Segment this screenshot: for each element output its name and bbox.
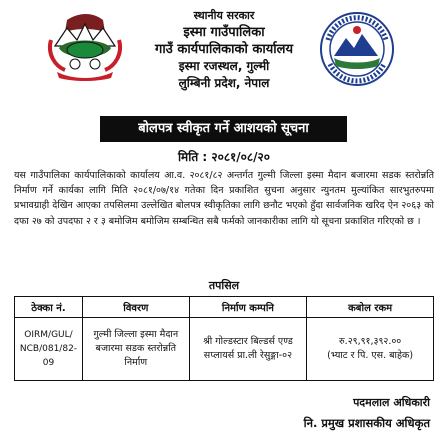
amount-value: रु.२९,९१,३९२.००	[339, 336, 402, 347]
column-header-description: विवरण	[82, 297, 189, 318]
signatory-designation: नि. प्रमुख प्रशासकीय अधिकृत	[303, 416, 430, 430]
bid-details-table	[14, 296, 434, 381]
header-line-municipality: इस्मा गाउँपालिका	[183, 25, 265, 40]
column-header-company: निर्माण कम्पनि	[189, 297, 307, 318]
table-row	[15, 318, 434, 381]
notice-date: मिति : २०८१/०८/२०	[177, 150, 271, 164]
table-header-row	[15, 297, 434, 318]
cell-amount	[307, 318, 434, 381]
cell-company: श्री गोल्डस्टार बिल्डर्स एण्ड सप्लायर्स प्रा.ली रेसुङ्गा-०२	[189, 318, 307, 381]
office-header	[0, 7, 448, 92]
notice-body: यस गाउँपालिका कार्यपालिकाको कार्यालय आ.व. २०८१/८२ अन्तर्गत गुल्मी जिल्ला इस्मा मैदान बजारमा सडक स्तरोन्नति निर्माण गर्ने कार्यका लागि मिति २०८१/०७/१४ गतेका दिन प्रकाशित सुचना अनुसार न्युनतम मुल्यांकित सारभुतरुपमा प्रभावग्राही देखिन आएका तपसिलमा उल्लेखित बोलपत्र स्वीकृतिका लागि छनौट भएको हुँदा सार्वजनिक खरिद ऐन २०६३ को दफा २७ को उपदफा २ र ३ बमोजिम बमोजिम सम्बन्धित सबै फर्मको जानकारीका लागि यो सूचना प्रकाशित गरिएको छ ।	[14, 170, 434, 227]
header-line-province: लुम्बिनी प्रदेश, नेपाल	[178, 76, 270, 90]
details-title: तपसिल	[208, 279, 240, 292]
cell-contract-no: OIRM/GUL/ NCB/081/82-09	[15, 318, 83, 381]
column-header-amount: कबोल रकम	[307, 297, 434, 318]
header-line-address: इस्मा रजस्थल, गुल्मी	[178, 59, 270, 73]
column-header-contract-no: ठेक्का नं.	[15, 297, 83, 318]
signatory-name: पदमलाल अधिकारी	[353, 396, 430, 409]
notice-title-banner: बोलपत्र स्वीकृत गर्ने आशयको सूचना	[100, 116, 347, 142]
cell-description: गुल्मी जिल्ला इस्मा मैदान बजारमा सडक स्तरोन्नति निर्माण	[82, 318, 189, 381]
header-line-local-government: स्थानीय सरकार	[193, 9, 255, 22]
signature-block	[304, 393, 430, 433]
header-line-office: गाउँ कार्यपालिकाको कार्यालय	[155, 42, 293, 57]
amount-note: (भ्याट र पि. एस. बाहेक)	[327, 350, 414, 361]
